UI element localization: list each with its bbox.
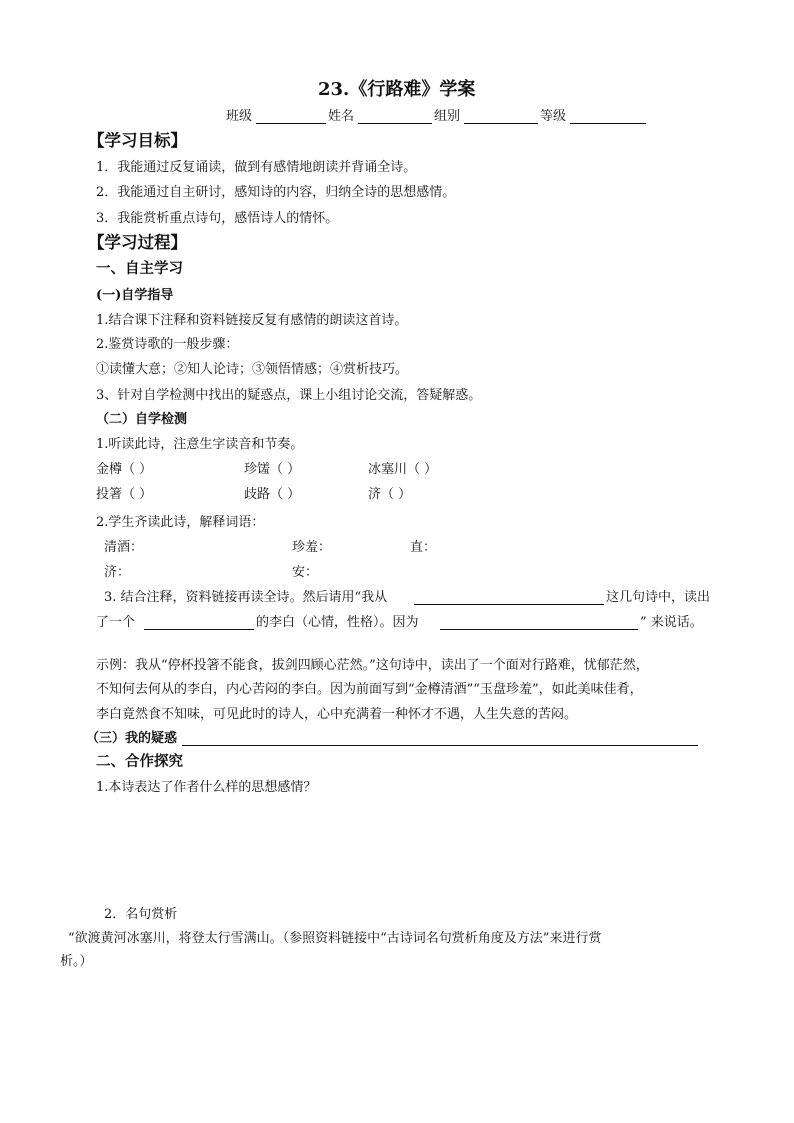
part2-q1: 1.本诗表达了作者什么样的思想感情？ xyxy=(96,780,317,795)
check-q2: 2.学生齐读此诗，解释词语： xyxy=(96,515,265,530)
part1-title: 一、自主学习 xyxy=(96,260,183,277)
pinyin-item[interactable]: 歧路（ ） xyxy=(244,487,301,502)
goal-item: 1．我能通过反复诵读，做到有感情地朗读并背诵全诗。 xyxy=(96,160,417,175)
goals-header: 【学习目标】 xyxy=(88,131,187,150)
check-q3-mid: 这几句诗中，读出 xyxy=(606,590,711,605)
grade-label: 等级 xyxy=(540,109,567,124)
word-item[interactable]: 珍羞： xyxy=(292,540,332,555)
grade-blank[interactable] xyxy=(570,123,646,124)
guide-title: (一)自学指导 xyxy=(96,288,174,303)
guide-item: 1.结合课下注释和资料链接反复有感情的朗读这首诗。 xyxy=(96,313,408,328)
process-header: 【学习过程】 xyxy=(88,233,187,252)
guide-item: 2.鉴赏诗歌的一般步骤： xyxy=(96,337,239,352)
check-q3-line2-mid: 的李白（心情，性格）。因为 xyxy=(256,615,419,630)
word-item[interactable]: 济： xyxy=(104,565,131,580)
part2-title: 二、合作探究 xyxy=(96,753,183,770)
part2-q2-text: 析。） xyxy=(60,954,93,969)
guide-item: ①读懂大意；②知人论诗；③领悟情感；④赏析技巧。 xyxy=(96,362,409,377)
check-q3-start: 3. 结合注释，资料链接再读全诗。然后请用“我从 xyxy=(104,590,388,605)
pinyin-item[interactable]: 冰塞川（ ） xyxy=(368,462,438,477)
q3-blank-2[interactable] xyxy=(144,629,254,630)
word-item[interactable]: 清酒： xyxy=(104,540,144,555)
word-item[interactable]: 直： xyxy=(410,540,437,555)
example-line: 李白竟然食不知味，可见此时的诗人，心中充满着一种怀才不遇，人生失意的苦闷。 xyxy=(96,707,578,722)
part2-q2-text: “欲渡黄河冰塞川，将登太行雪满山。（参照资料链接中“古诗词名句赏析角度及方法”来进行赏 xyxy=(68,931,602,946)
class-blank[interactable] xyxy=(256,123,326,124)
check-q3-end: ” 来说话。 xyxy=(640,615,703,630)
page-title: 23.《行路难》学案 xyxy=(318,79,476,100)
check-q1: 1.听读此诗，注意生字读音和节奏。 xyxy=(96,437,304,452)
check-title: （二）自学检测 xyxy=(96,412,188,427)
guide-item: 3、针对自学检测中找出的疑惑点，课上小组讨论交流，答疑解惑。 xyxy=(96,388,482,403)
pinyin-item[interactable]: 金樽（ ） xyxy=(96,462,153,477)
group-blank[interactable] xyxy=(464,123,538,124)
pinyin-item[interactable]: 投箸（ ） xyxy=(96,487,153,502)
group-label: 组别 xyxy=(434,109,461,124)
goal-item: 3．我能赏析重点诗句，感悟诗人的情怀。 xyxy=(96,211,339,226)
example-line: 不知何去何从的李白，内心苦闷的李白。因为前面写到“金樽清酒”“玉盘珍羞”，如此美味佳肴， xyxy=(96,682,643,697)
doubts-label: （三）我的疑惑 xyxy=(86,731,178,746)
name-blank[interactable] xyxy=(358,123,432,124)
part2-q2: 2．名句赏析 xyxy=(104,907,178,922)
q3-blank-1[interactable] xyxy=(414,604,604,605)
check-q3-line2-start: 了一个 xyxy=(96,615,136,630)
name-label: 姓名 xyxy=(328,109,355,124)
goal-item: 2．我能通过自主研讨，感知诗的内容，归纳全诗的思想感情。 xyxy=(96,185,456,200)
example-line: 示例：我从“停杯投箸不能食，拔剑四顾心茫然。”这句诗中，读出了一个面对行路难，忧郁茫然， xyxy=(96,658,649,673)
doubts-blank[interactable] xyxy=(182,745,698,746)
word-item[interactable]: 安： xyxy=(292,565,319,580)
q3-blank-3[interactable] xyxy=(440,629,638,630)
pinyin-item[interactable]: 珍馐（ ） xyxy=(244,462,301,477)
pinyin-item[interactable]: 济（ ） xyxy=(368,487,412,502)
class-label: 班级 xyxy=(226,109,253,124)
